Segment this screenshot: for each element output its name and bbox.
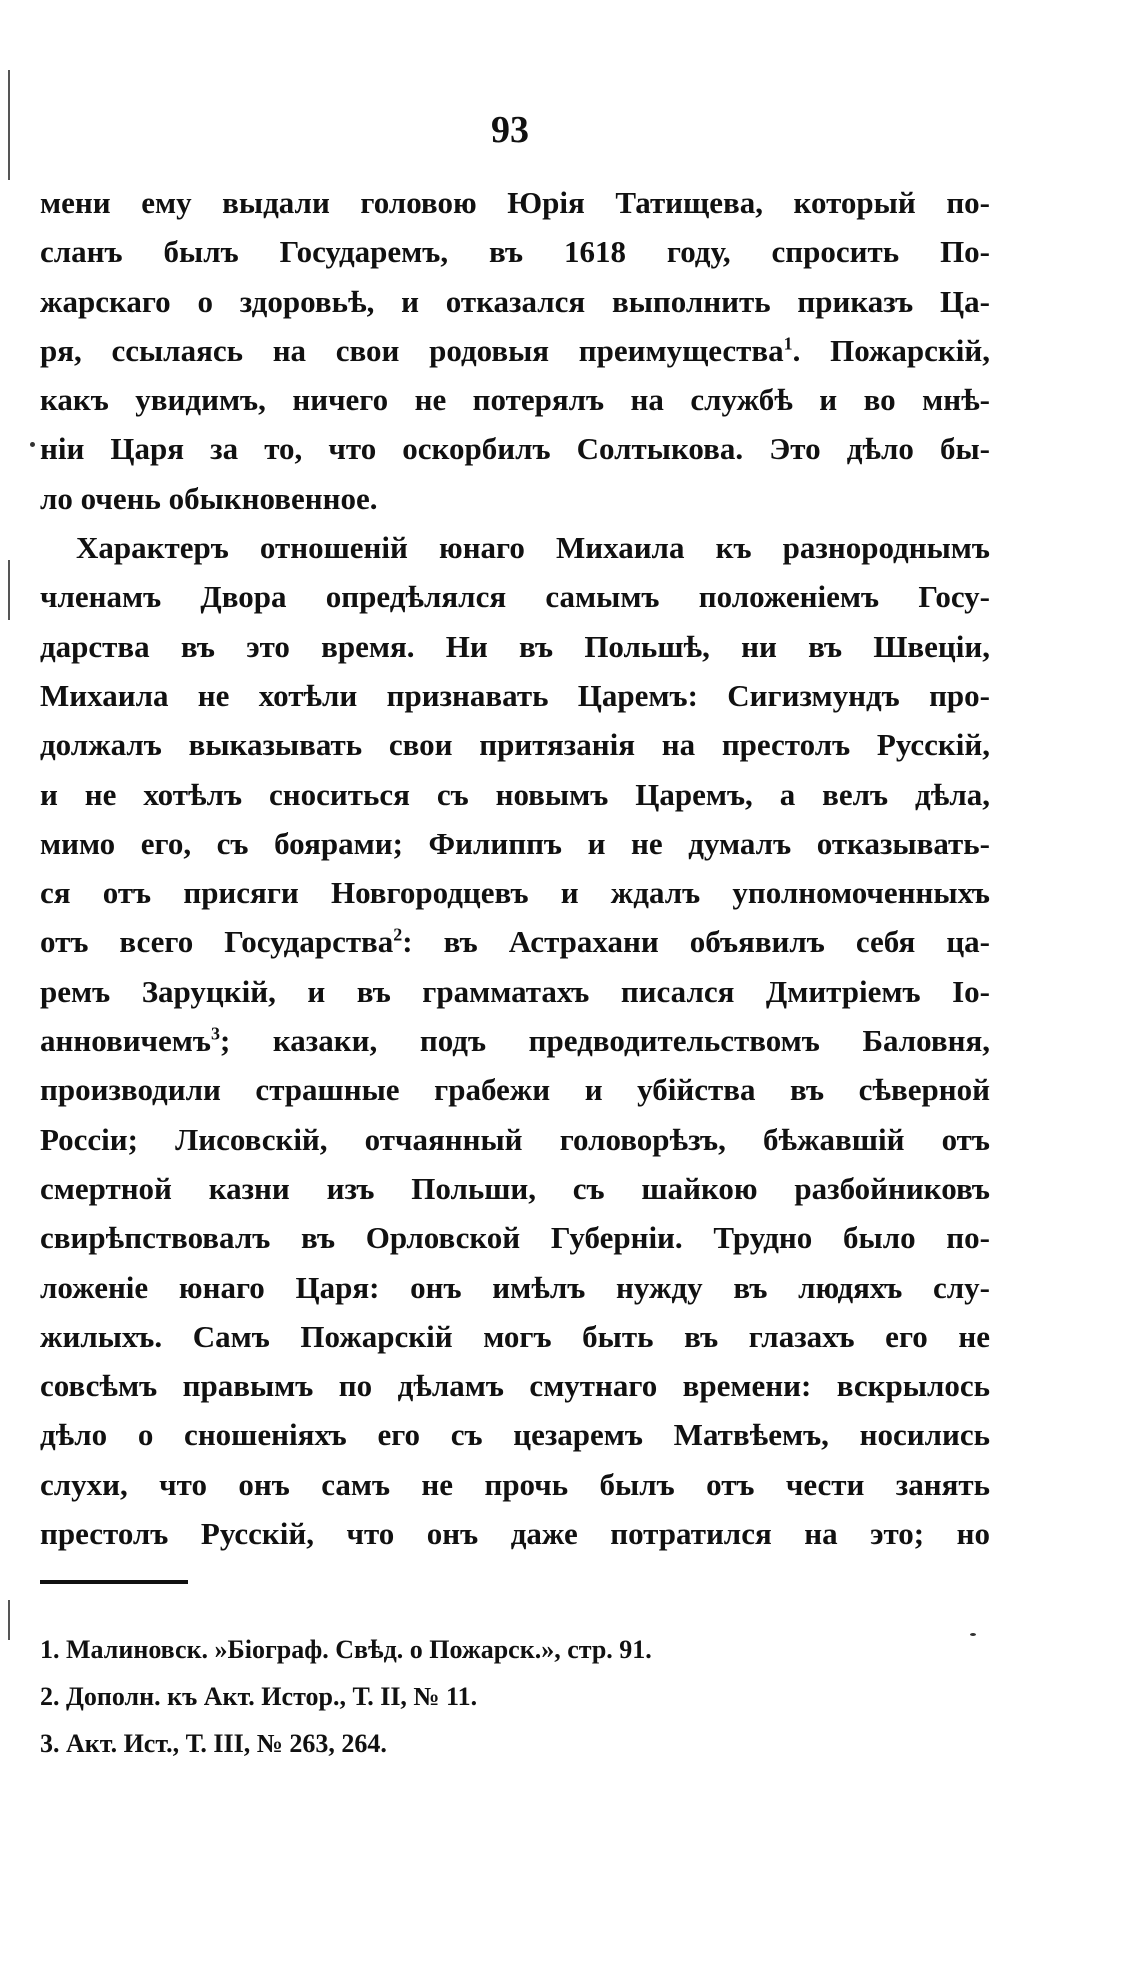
text-line: свирѣпствовалъ въ Орловской Губерніи. Трудно было по-	[40, 1220, 990, 1256]
scan-speck	[970, 1633, 976, 1636]
body-text	[40, 178, 990, 1558]
footnote-divider	[40, 1580, 188, 1584]
text-line: членамъ Двора опредѣлялся самымъ положеніемъ Госу-	[40, 579, 990, 615]
text-line: ремъ Заруцкій, и въ грамматахъ писался Дмитріемъ Іо-	[40, 973, 990, 1009]
text-line: Характеръ отношеній юнаго Михаила къ разнороднымъ	[76, 530, 990, 566]
text-line: должалъ выказывать свои притязанія на престолъ Русскій,	[40, 727, 990, 763]
text-line: мени ему выдали головою Юрія Татищева, который по-	[40, 185, 990, 220]
text-line: ло очень обыкновенное.	[40, 480, 378, 516]
text-segment: ря, ссылаясь на свои родовыя преимущества	[40, 332, 784, 368]
text-line: и не хотѣлъ сноситься съ новымъ Царемъ, а велъ дѣла,	[40, 776, 990, 812]
footnote: 1. Малиновск. »Біограф. Свѣд. о Пожарск.», стр. 91.	[40, 1635, 652, 1664]
footnote-ref: 3	[210, 1023, 220, 1044]
text-line: совсѣмъ правымъ по дѣламъ смутнаго времени: вскрылось	[40, 1368, 990, 1404]
text-line: дарства въ это время. Ни въ Польшѣ, ни въ Швеціи,	[40, 628, 990, 664]
text-line: сланъ былъ Государемъ, въ 1618 году, спросить По-	[40, 234, 990, 270]
text-segment: анновичемъ	[40, 1023, 211, 1059]
text-line: слухи, что онъ самъ не прочь былъ отъ чести занять	[40, 1466, 990, 1502]
text-line-with-footnote	[40, 1016, 990, 1065]
text-line: производили страшные грабежи и убійства въ сѣверной	[40, 1072, 990, 1108]
text-line-with-footnote	[40, 917, 990, 966]
text-line: Россіи; Лисовскій, отчаянный головорѣзъ, бѣжавшій отъ	[40, 1121, 990, 1157]
text-segment: . Пожарскій,	[792, 332, 990, 368]
footnote-ref: 1	[783, 333, 793, 354]
footnotes	[40, 1626, 990, 1767]
text-line: ложеніе юнаго Царя: онъ имѣлъ нужду въ людяхъ слу-	[40, 1269, 990, 1305]
text-line: мимо его, съ боярами; Филиппъ и не думалъ отказывать-	[40, 825, 990, 861]
text-segment: : въ Астрахани объявилъ себя ца-	[402, 924, 990, 960]
scan-speck	[30, 442, 35, 447]
footnote: 3. Акт. Ист., Т. III, № 263, 264.	[40, 1729, 387, 1758]
text-line: жилыхъ. Самъ Пожарскій могъ быть въ глазахъ его не	[40, 1318, 990, 1354]
footnote-ref: 2	[393, 925, 403, 946]
text-line: престолъ Русскій, что онъ даже потратился на это; но	[40, 1516, 990, 1552]
page-number: 93	[491, 109, 529, 151]
text-line: дѣло о сношеніяхъ его съ цезаремъ Матвѣемъ, носились	[40, 1417, 990, 1453]
text-line: ся отъ присяги Новгородцевъ и ждалъ уполномоченныхъ	[40, 875, 990, 911]
text-line: Михаила не хотѣли признавать Царемъ: Сигизмундъ про-	[40, 677, 990, 713]
text-line-with-footnote	[40, 326, 990, 375]
footnote: 2. Дополн. къ Акт. Истор., Т. II, № 11.	[40, 1682, 478, 1711]
text-line: какъ увидимъ, ничего не потерялъ на службѣ и во мнѣ-	[40, 382, 990, 418]
text-line: жарскаго о здоровьѣ, и отказался выполнить приказъ Ца-	[40, 283, 990, 319]
scan-margin-mark	[8, 1600, 10, 1640]
scan-margin-mark	[8, 70, 10, 180]
text-line: ніи Царя за то, что оскорбилъ Солтыкова. Это дѣло бы-	[40, 431, 990, 467]
text-segment: отъ всего Государства	[40, 924, 394, 960]
scan-margin-mark	[8, 560, 10, 620]
text-line: смертной казни изъ Польши, съ шайкою разбойниковъ	[40, 1170, 990, 1206]
text-segment: ; казаки, подъ предводительствомъ Баловня,	[219, 1023, 990, 1059]
